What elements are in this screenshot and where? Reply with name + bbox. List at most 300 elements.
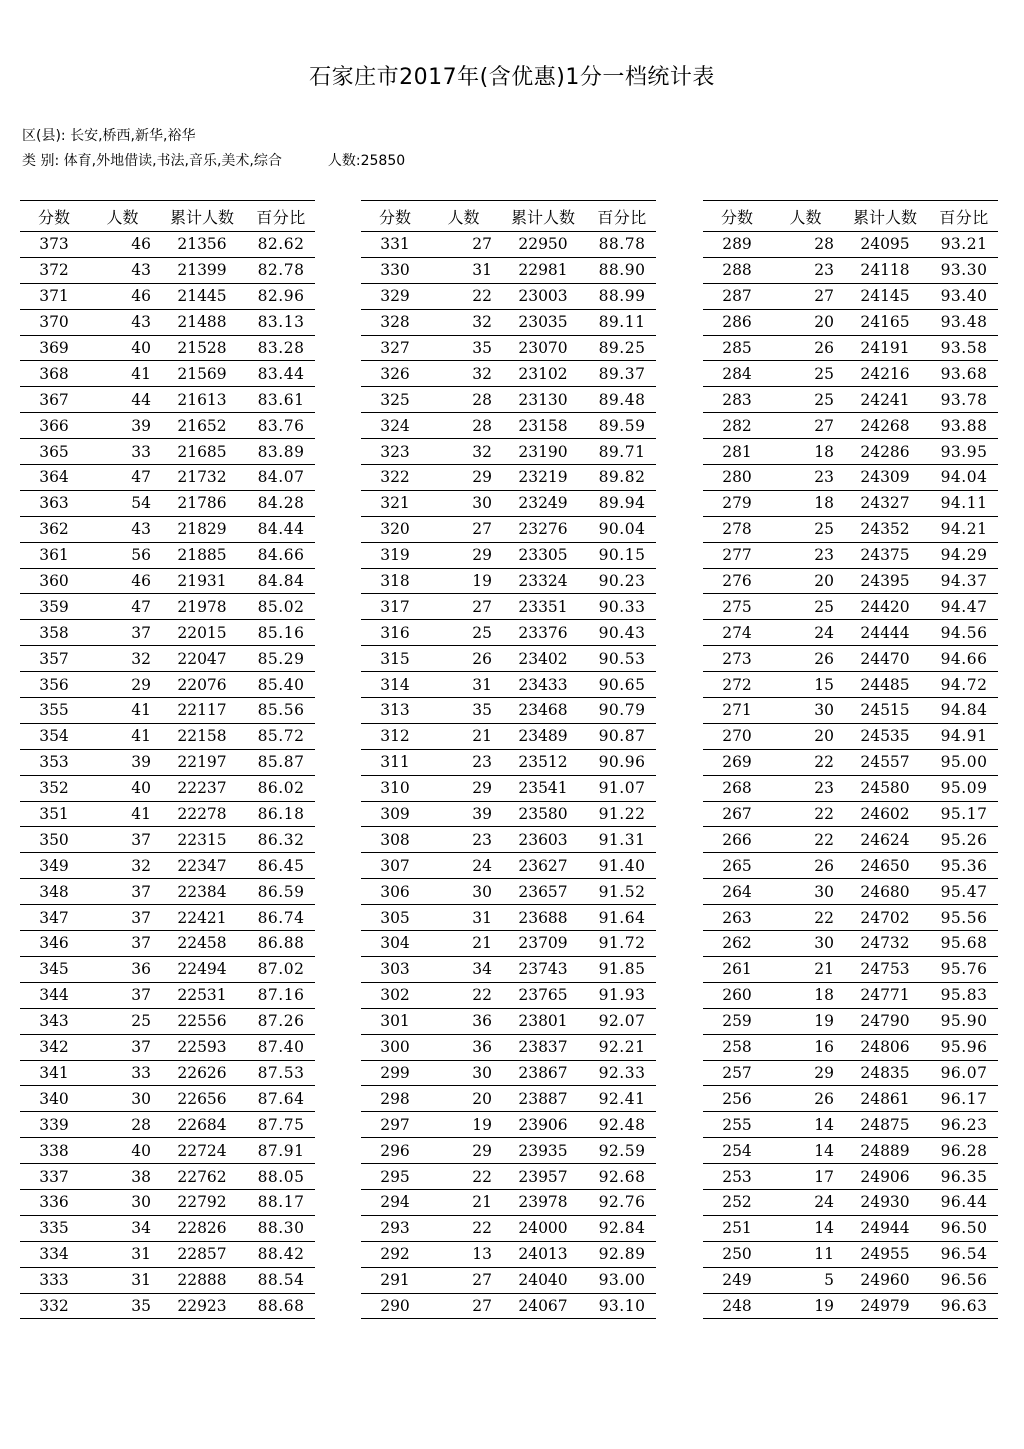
category-line: [22, 150, 405, 170]
count-cell: 37: [88, 620, 157, 646]
cumulative-cell: 24327: [840, 490, 930, 516]
percent-cell: 92.48: [588, 1112, 656, 1138]
cumulative-cell: 21652: [157, 413, 247, 439]
percent-cell: 88.54: [247, 1267, 315, 1293]
count-cell: 21: [429, 1189, 498, 1215]
score-cell: 363: [20, 490, 88, 516]
count-cell: 27: [771, 413, 840, 439]
cumulative-cell: 22762: [157, 1164, 247, 1190]
percent-cell: 84.66: [247, 542, 315, 568]
table-row: [20, 465, 315, 491]
score-cell: 331: [361, 232, 429, 258]
percent-cell: 83.13: [247, 309, 315, 335]
count-cell: 22: [429, 1215, 498, 1241]
score-cell: 265: [703, 853, 771, 879]
percent-cell: 87.16: [247, 982, 315, 1008]
table-row: [703, 723, 998, 749]
cumulative-cell: 22724: [157, 1138, 247, 1164]
score-cell: 259: [703, 1008, 771, 1034]
table-row: [361, 1008, 656, 1034]
cumulative-cell: 24165: [840, 309, 930, 335]
score-cell: 310: [361, 775, 429, 801]
header-score: 分数: [703, 201, 771, 232]
score-cell: 333: [20, 1267, 88, 1293]
cumulative-cell: 23249: [498, 490, 588, 516]
cumulative-cell: 23580: [498, 801, 588, 827]
cumulative-cell: 24702: [840, 905, 930, 931]
percent-cell: 84.07: [247, 465, 315, 491]
score-cell: 264: [703, 879, 771, 905]
table-row: [20, 775, 315, 801]
table-row: [703, 1086, 998, 1112]
count-cell: 24: [771, 620, 840, 646]
score-cell: 273: [703, 646, 771, 672]
table-row: [703, 1164, 998, 1190]
score-cell: 373: [20, 232, 88, 258]
percent-cell: 94.29: [930, 542, 998, 568]
table-row: [20, 413, 315, 439]
score-cell: 321: [361, 490, 429, 516]
score-cell: 254: [703, 1138, 771, 1164]
table-row: [361, 1293, 656, 1319]
table-row: [20, 257, 315, 283]
percent-cell: 88.30: [247, 1215, 315, 1241]
count-cell: 20: [429, 1086, 498, 1112]
score-cell: 358: [20, 620, 88, 646]
cumulative-cell: 22197: [157, 749, 247, 775]
score-cell: 322: [361, 465, 429, 491]
table-row: [703, 283, 998, 309]
table-row: [361, 1164, 656, 1190]
count-cell: 30: [429, 490, 498, 516]
count-cell: 31: [429, 672, 498, 698]
cumulative-cell: 21685: [157, 439, 247, 465]
cumulative-cell: 23219: [498, 465, 588, 491]
count-cell: 27: [429, 232, 498, 258]
cumulative-cell: 21885: [157, 542, 247, 568]
score-cell: 316: [361, 620, 429, 646]
score-cell: 285: [703, 335, 771, 361]
score-cell: 258: [703, 1034, 771, 1060]
count-cell: 34: [88, 1215, 157, 1241]
percent-cell: 88.90: [588, 257, 656, 283]
count-cell: 31: [88, 1241, 157, 1267]
percent-cell: 93.40: [930, 283, 998, 309]
cumulative-cell: 23190: [498, 439, 588, 465]
count-cell: 31: [88, 1267, 157, 1293]
percent-cell: 93.78: [930, 387, 998, 413]
score-cell: 362: [20, 516, 88, 542]
score-cell: 348: [20, 879, 88, 905]
table-row: [20, 490, 315, 516]
cumulative-cell: 24191: [840, 335, 930, 361]
count-cell: 22: [771, 749, 840, 775]
count-cell: 21: [771, 956, 840, 982]
table-row: [361, 439, 656, 465]
percent-cell: 90.87: [588, 723, 656, 749]
percent-cell: 86.45: [247, 853, 315, 879]
percent-cell: 96.56: [930, 1267, 998, 1293]
total-count: 人数:25850: [327, 153, 406, 169]
table-row: [361, 516, 656, 542]
cumulative-cell: 23978: [498, 1189, 588, 1215]
count-cell: 14: [771, 1138, 840, 1164]
count-cell: 41: [88, 698, 157, 724]
score-cell: 266: [703, 827, 771, 853]
percent-cell: 92.33: [588, 1060, 656, 1086]
table-row: [703, 413, 998, 439]
percent-cell: 93.10: [588, 1293, 656, 1319]
percent-cell: 95.36: [930, 853, 998, 879]
score-cell: 302: [361, 982, 429, 1008]
count-cell: 22: [771, 827, 840, 853]
score-cell: 279: [703, 490, 771, 516]
count-cell: 38: [88, 1164, 157, 1190]
percent-cell: 94.04: [930, 465, 998, 491]
score-cell: 345: [20, 956, 88, 982]
score-cell: 307: [361, 853, 429, 879]
percent-cell: 85.72: [247, 723, 315, 749]
percent-cell: 95.83: [930, 982, 998, 1008]
percent-cell: 91.52: [588, 879, 656, 905]
cumulative-cell: 23158: [498, 413, 588, 439]
table-row: [361, 672, 656, 698]
cumulative-cell: 23709: [498, 931, 588, 957]
score-cell: 252: [703, 1189, 771, 1215]
score-cell: 329: [361, 283, 429, 309]
score-cell: 320: [361, 516, 429, 542]
count-cell: 20: [771, 568, 840, 594]
table-row: [20, 1060, 315, 1086]
count-cell: 28: [429, 413, 498, 439]
table-row: [20, 232, 315, 258]
cumulative-cell: 24268: [840, 413, 930, 439]
count-cell: 32: [429, 309, 498, 335]
count-cell: 30: [429, 1060, 498, 1086]
percent-cell: 82.78: [247, 257, 315, 283]
percent-cell: 87.53: [247, 1060, 315, 1086]
percent-cell: 92.89: [588, 1241, 656, 1267]
score-cell: 354: [20, 723, 88, 749]
score-cell: 361: [20, 542, 88, 568]
table-row: [703, 361, 998, 387]
score-cell: 360: [20, 568, 88, 594]
percent-cell: 93.21: [930, 232, 998, 258]
header-percent: 百分比: [247, 201, 315, 232]
cumulative-cell: 24095: [840, 232, 930, 258]
cumulative-cell: 24420: [840, 594, 930, 620]
cumulative-cell: 24875: [840, 1112, 930, 1138]
percent-cell: 92.07: [588, 1008, 656, 1034]
count-cell: 30: [771, 698, 840, 724]
table-row: [361, 1034, 656, 1060]
count-cell: 29: [88, 672, 157, 698]
table-row: [703, 1215, 998, 1241]
score-cell: 295: [361, 1164, 429, 1190]
score-cell: 262: [703, 931, 771, 957]
score-cell: 339: [20, 1112, 88, 1138]
table-row: [20, 542, 315, 568]
count-cell: 14: [771, 1215, 840, 1241]
percent-cell: 87.40: [247, 1034, 315, 1060]
count-cell: 18: [771, 490, 840, 516]
table-row: [20, 439, 315, 465]
cumulative-cell: 22626: [157, 1060, 247, 1086]
score-cell: 367: [20, 387, 88, 413]
header-count: 人数: [88, 201, 157, 232]
score-cell: 323: [361, 439, 429, 465]
score-cell: 355: [20, 698, 88, 724]
score-cell: 275: [703, 594, 771, 620]
header-score: 分数: [361, 201, 429, 232]
cumulative-cell: 22047: [157, 646, 247, 672]
table-row: [20, 283, 315, 309]
table-row: [20, 723, 315, 749]
score-cell: 346: [20, 931, 88, 957]
table-row: [361, 879, 656, 905]
score-cell: 268: [703, 775, 771, 801]
score-cell: 291: [361, 1267, 429, 1293]
percent-cell: 89.59: [588, 413, 656, 439]
cumulative-cell: 21356: [157, 232, 247, 258]
cumulative-cell: 22531: [157, 982, 247, 1008]
count-cell: 23: [771, 775, 840, 801]
count-cell: 11: [771, 1241, 840, 1267]
percent-cell: 91.07: [588, 775, 656, 801]
count-cell: 41: [88, 801, 157, 827]
percent-cell: 94.56: [930, 620, 998, 646]
percent-cell: 91.22: [588, 801, 656, 827]
percent-cell: 82.96: [247, 283, 315, 309]
count-cell: 28: [429, 387, 498, 413]
cumulative-cell: 23743: [498, 956, 588, 982]
count-cell: 35: [88, 1293, 157, 1319]
table-row: [361, 905, 656, 931]
table-row: [703, 1293, 998, 1319]
cumulative-cell: 21399: [157, 257, 247, 283]
cumulative-cell: 23035: [498, 309, 588, 335]
count-cell: 47: [88, 465, 157, 491]
cumulative-cell: 22117: [157, 698, 247, 724]
percent-cell: 90.65: [588, 672, 656, 698]
percent-cell: 90.43: [588, 620, 656, 646]
percent-cell: 86.32: [247, 827, 315, 853]
score-cell: 278: [703, 516, 771, 542]
score-cell: 311: [361, 749, 429, 775]
score-cell: 342: [20, 1034, 88, 1060]
score-cell: 261: [703, 956, 771, 982]
cumulative-cell: 24309: [840, 465, 930, 491]
count-cell: 43: [88, 516, 157, 542]
cumulative-cell: 23603: [498, 827, 588, 853]
cumulative-cell: 24944: [840, 1215, 930, 1241]
cumulative-cell: 24955: [840, 1241, 930, 1267]
table-row: [20, 801, 315, 827]
percent-cell: 94.37: [930, 568, 998, 594]
table-row: [703, 853, 998, 879]
table-row: [361, 1060, 656, 1086]
percent-cell: 96.63: [930, 1293, 998, 1319]
cumulative-cell: 24375: [840, 542, 930, 568]
percent-cell: 95.47: [930, 879, 998, 905]
percent-cell: 82.62: [247, 232, 315, 258]
table-row: [361, 1215, 656, 1241]
percent-cell: 95.90: [930, 1008, 998, 1034]
count-cell: 35: [429, 335, 498, 361]
table-row: [703, 490, 998, 516]
table-row: [703, 982, 998, 1008]
score-cell: 280: [703, 465, 771, 491]
score-cell: 286: [703, 309, 771, 335]
count-cell: 29: [429, 465, 498, 491]
table-row: [703, 1034, 998, 1060]
count-cell: 46: [88, 568, 157, 594]
percent-cell: 83.76: [247, 413, 315, 439]
cumulative-cell: 24790: [840, 1008, 930, 1034]
table-row: [361, 698, 656, 724]
score-cell: 269: [703, 749, 771, 775]
score-cell: 308: [361, 827, 429, 853]
percent-cell: 93.88: [930, 413, 998, 439]
count-cell: 32: [429, 439, 498, 465]
cumulative-cell: 23324: [498, 568, 588, 594]
table-row: [361, 257, 656, 283]
count-cell: 22: [429, 982, 498, 1008]
table-row: [20, 568, 315, 594]
count-cell: 29: [771, 1060, 840, 1086]
score-table: [703, 200, 998, 1319]
table-row: [361, 620, 656, 646]
score-cell: 272: [703, 672, 771, 698]
count-cell: 17: [771, 1164, 840, 1190]
score-cell: 328: [361, 309, 429, 335]
cumulative-cell: 22384: [157, 879, 247, 905]
table-row: [361, 335, 656, 361]
cumulative-cell: 24395: [840, 568, 930, 594]
score-cell: 313: [361, 698, 429, 724]
table-row: [361, 387, 656, 413]
cumulative-cell: 24979: [840, 1293, 930, 1319]
score-cell: 294: [361, 1189, 429, 1215]
cumulative-cell: 24557: [840, 749, 930, 775]
percent-cell: 90.79: [588, 698, 656, 724]
table-row: [20, 1293, 315, 1319]
score-cell: 327: [361, 335, 429, 361]
score-cell: 315: [361, 646, 429, 672]
count-cell: 25: [429, 620, 498, 646]
count-cell: 29: [429, 1138, 498, 1164]
table-header-row: [20, 201, 315, 232]
cumulative-cell: 24145: [840, 283, 930, 309]
table-row: [361, 646, 656, 672]
score-cell: 337: [20, 1164, 88, 1190]
percent-cell: 87.26: [247, 1008, 315, 1034]
count-cell: 43: [88, 309, 157, 335]
table-row: [703, 749, 998, 775]
cumulative-cell: 22792: [157, 1189, 247, 1215]
percent-cell: 94.11: [930, 490, 998, 516]
percent-cell: 94.84: [930, 698, 998, 724]
table-row: [361, 465, 656, 491]
table-row: [361, 1112, 656, 1138]
percent-cell: 89.25: [588, 335, 656, 361]
table-row: [703, 905, 998, 931]
count-cell: 41: [88, 361, 157, 387]
percent-cell: 91.72: [588, 931, 656, 957]
percent-cell: 94.72: [930, 672, 998, 698]
count-cell: 39: [429, 801, 498, 827]
table-row: [703, 1241, 998, 1267]
score-cell: 281: [703, 439, 771, 465]
percent-cell: 87.64: [247, 1086, 315, 1112]
score-cell: 338: [20, 1138, 88, 1164]
table-row: [703, 335, 998, 361]
table-row: [20, 982, 315, 1008]
score-table-2: [361, 200, 656, 1319]
score-cell: 303: [361, 956, 429, 982]
cumulative-cell: 24013: [498, 1241, 588, 1267]
header-score: 分数: [20, 201, 88, 232]
cumulative-cell: 22237: [157, 775, 247, 801]
cumulative-cell: 23489: [498, 723, 588, 749]
score-cell: 370: [20, 309, 88, 335]
score-cell: 290: [361, 1293, 429, 1319]
percent-cell: 84.28: [247, 490, 315, 516]
cumulative-cell: 22421: [157, 905, 247, 931]
percent-cell: 85.40: [247, 672, 315, 698]
score-cell: 255: [703, 1112, 771, 1138]
table-row: [703, 672, 998, 698]
cumulative-cell: 21978: [157, 594, 247, 620]
percent-cell: 96.28: [930, 1138, 998, 1164]
cumulative-cell: 21829: [157, 516, 247, 542]
score-cell: 277: [703, 542, 771, 568]
cumulative-cell: 22950: [498, 232, 588, 258]
table-row: [20, 1138, 315, 1164]
score-cell: 369: [20, 335, 88, 361]
score-cell: 251: [703, 1215, 771, 1241]
cumulative-cell: 23402: [498, 646, 588, 672]
percent-cell: 88.42: [247, 1241, 315, 1267]
cumulative-cell: 22923: [157, 1293, 247, 1319]
table-row: [361, 361, 656, 387]
cumulative-cell: 24806: [840, 1034, 930, 1060]
cumulative-cell: 23351: [498, 594, 588, 620]
count-cell: 37: [88, 879, 157, 905]
header-cumulative: 累计人数: [498, 201, 588, 232]
cumulative-cell: 22981: [498, 257, 588, 283]
percent-cell: 93.30: [930, 257, 998, 283]
count-cell: 33: [88, 439, 157, 465]
count-cell: 46: [88, 283, 157, 309]
cumulative-cell: 22826: [157, 1215, 247, 1241]
score-cell: 263: [703, 905, 771, 931]
score-cell: 364: [20, 465, 88, 491]
cumulative-cell: 24515: [840, 698, 930, 724]
table-row: [20, 956, 315, 982]
cumulative-cell: 24444: [840, 620, 930, 646]
cumulative-cell: 24861: [840, 1086, 930, 1112]
cumulative-cell: 22278: [157, 801, 247, 827]
cumulative-cell: 24906: [840, 1164, 930, 1190]
count-cell: 28: [88, 1112, 157, 1138]
header-cumulative: 累计人数: [157, 201, 247, 232]
percent-cell: 86.59: [247, 879, 315, 905]
percent-cell: 95.00: [930, 749, 998, 775]
table-header-row: [361, 201, 656, 232]
percent-cell: 83.89: [247, 439, 315, 465]
table-row: [361, 1267, 656, 1293]
